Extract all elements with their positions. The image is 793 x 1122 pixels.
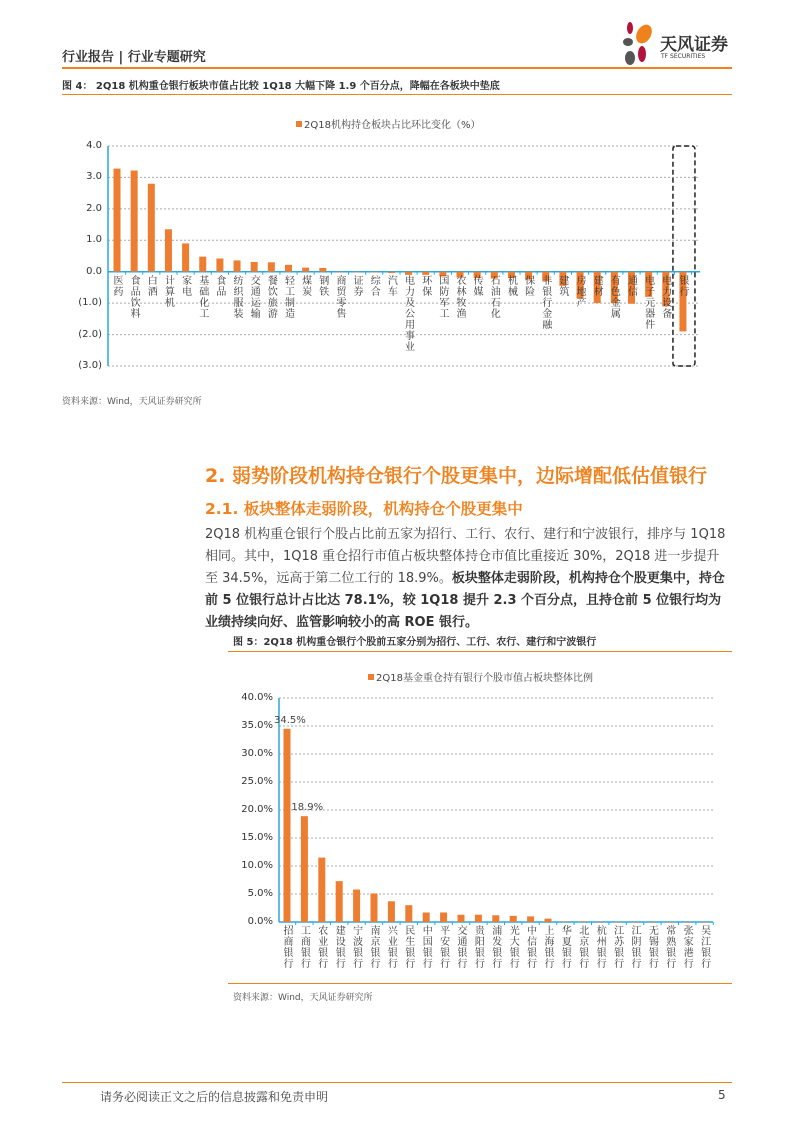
x-tick-label: 宁波银行	[350, 925, 362, 969]
x-tick-label: 杭州银行	[594, 925, 606, 969]
subsection-heading: 2.1. 板块整体走弱阶段，机构持仓个股更集中	[205, 500, 523, 518]
x-tick-label: 兴业银行	[385, 925, 397, 969]
bar	[423, 912, 430, 922]
x-tick-label: 农林牧渔	[454, 274, 465, 319]
x-tick-label: 餐饮旅游	[265, 274, 277, 319]
x-tick-label: 食品饮料	[128, 274, 140, 319]
bar	[701, 922, 708, 923]
x-tick-label: 医药	[111, 274, 122, 297]
x-tick-label: 常熟银行	[663, 925, 675, 969]
y-tick-label: 20.0%	[241, 804, 273, 815]
y-tick-label: 25.0%	[241, 776, 273, 787]
x-tick-label: 农业银行	[315, 925, 327, 969]
figure4-source: 资料来源：Wind，天风证券研究所	[62, 397, 202, 407]
x-tick-label: 光大银行	[507, 925, 519, 969]
bar	[458, 915, 465, 922]
bar	[666, 922, 673, 923]
x-tick-label: 石油石化	[488, 274, 500, 319]
y-tick-label: (3.0)	[78, 360, 102, 371]
x-tick-label: 商贸零售	[333, 274, 345, 319]
bar	[632, 922, 639, 923]
bar	[684, 922, 691, 923]
x-tick-label: 建设银行	[333, 925, 345, 969]
x-tick-label: 房地产	[574, 274, 586, 308]
page-number: 5	[718, 1088, 726, 1102]
x-tick-label: 综合	[368, 274, 380, 297]
data-label: 34.5%	[274, 714, 306, 726]
y-tick-label: 5.0%	[247, 888, 273, 899]
x-tick-label: 煤炭	[299, 274, 311, 297]
x-tick-label: 华夏银行	[559, 925, 571, 969]
y-tick-label: 0.0%	[247, 916, 273, 927]
y-tick-label: 30.0%	[241, 748, 273, 759]
x-tick-label: 无锡银行	[646, 925, 658, 969]
y-tick-label: 0.0	[86, 265, 102, 277]
x-tick-label: 基础化工	[196, 274, 208, 319]
figure5-source: 资料来源：Wind，天风证券研究所	[233, 993, 373, 1003]
x-tick-label: 纺织服装	[231, 274, 243, 319]
x-tick-label: 招商银行	[281, 925, 292, 969]
x-tick-label: 民生银行	[402, 925, 414, 969]
x-tick-label: 非银行金融	[539, 274, 551, 330]
x-tick-label: 建筑	[556, 274, 568, 297]
x-tick-label: 交通运输	[248, 274, 260, 319]
x-tick-label: 证券	[351, 274, 363, 297]
bar	[545, 919, 552, 922]
chart1-legend-label: 2Q18机构持仓板块占比环比变化（%）	[304, 120, 481, 131]
bar	[475, 915, 482, 922]
x-tick-label: 张家港行	[681, 925, 693, 969]
data-label: 18.9%	[291, 802, 324, 814]
bar	[388, 901, 395, 922]
x-tick-label: 电力及公用事业	[402, 274, 414, 352]
chart2-legend-label: 2Q18基金重仓持有银行个股市值占板块整体比例	[376, 673, 593, 684]
bar	[301, 816, 308, 922]
footer-disclaimer: 请务必阅读正文之后的信息披露和免责申明	[100, 1090, 329, 1104]
figure5-bottom-rule	[228, 983, 732, 984]
x-tick-label: 上海银行	[542, 925, 553, 969]
x-tick-label: 通信	[625, 274, 637, 297]
bar	[510, 916, 517, 922]
y-tick-label: 15.0%	[241, 832, 273, 843]
figure5-caption: 图 5：2Q18 机构重仓银行个股前五家分别为招行、工行、农行、建行和宁波银行	[233, 637, 597, 648]
x-tick-label: 机械	[505, 274, 517, 297]
y-tick-label: (2.0)	[78, 328, 102, 340]
y-tick-label: 40.0%	[241, 692, 273, 703]
x-tick-label: 保险	[522, 274, 534, 297]
y-tick-label: 4.0	[86, 140, 102, 151]
x-tick-label: 国防军工	[436, 274, 448, 319]
x-tick-label: 南京银行	[368, 925, 379, 969]
x-tick-label: 北京银行	[576, 925, 588, 969]
x-tick-label: 汽车	[385, 274, 397, 297]
x-tick-label: 中信银行	[524, 925, 536, 969]
footer-rule	[62, 1082, 732, 1083]
logo-text-cn: 天风证券	[660, 35, 728, 55]
bar	[597, 922, 604, 923]
x-tick-label: 贵阳银行	[472, 925, 484, 969]
x-tick-label: 钢铁	[316, 274, 328, 297]
bar	[562, 921, 569, 922]
x-tick-label: 白酒	[145, 274, 157, 297]
bar	[579, 921, 586, 922]
bar	[371, 893, 378, 922]
y-tick-label: 35.0%	[241, 720, 273, 731]
bar	[405, 905, 412, 922]
x-tick-label: 计算机	[162, 274, 174, 308]
x-tick-label: 吴江银行	[698, 925, 710, 969]
y-tick-label: 3.0	[86, 171, 102, 183]
bar	[353, 890, 360, 922]
x-tick-label: 环保	[419, 274, 431, 297]
y-tick-label: 2.0	[86, 202, 102, 214]
paragraph-bold: 板块整体走弱阶段，机构持仓个股更集中，持仓前 5 位银行总计占比达 78.1%，较 1Q18 提升 2.3 个百分点，且持仓前 5 位银行均为业绩持续向好、监管影响较小的高 ROE 银行。	[205, 571, 725, 630]
x-tick-label: 家电	[179, 274, 191, 297]
bar	[284, 729, 291, 922]
x-tick-label: 食品	[213, 274, 225, 297]
logo-text-en: TF SECURITIES	[661, 53, 706, 60]
x-tick-label: 有色金属	[608, 274, 620, 319]
y-tick-label: 1.0	[86, 234, 102, 246]
report-header-title: 行业报告 | 行业专题研究	[62, 50, 206, 65]
bar	[318, 858, 325, 922]
x-tick-label: 浦发银行	[489, 925, 501, 969]
x-tick-label: 工商银行	[298, 925, 310, 969]
x-tick-label: 中国银行	[420, 925, 432, 969]
x-tick-label: 江阴银行	[629, 925, 640, 969]
x-tick-label: 电力设备	[659, 274, 671, 319]
x-tick-label: 江苏银行	[611, 925, 623, 969]
x-tick-label: 轻工制造	[282, 274, 294, 319]
paragraph-plain: 2Q18 机构重仓银行个股占比前五家为招行、工行、农行、建行和宁波银行，排序与 1Q18 相同。其中，1Q18 重仓招行市值占板块整体持仓市值比重接近 30%，2Q18 进一步提升至 34.5%，远高于第二位工行的 18.9%。	[205, 527, 726, 586]
x-tick-label: 交通银行	[455, 925, 466, 969]
x-tick-label: 平安银行	[437, 925, 449, 969]
bar	[527, 916, 534, 922]
figure4-caption: 图 4： 2Q18 机构重仓银行板块市值占比较 1Q18 大幅下降 1.9 个百分点，降幅在各板块中垫底	[62, 81, 500, 92]
bar	[336, 881, 343, 922]
x-tick-label: 传媒	[471, 274, 483, 297]
x-tick-label: 建材	[591, 274, 603, 297]
bar	[440, 912, 447, 922]
y-tick-label: (1.0)	[78, 297, 102, 309]
bar	[649, 922, 656, 923]
bar	[614, 922, 621, 923]
bar	[492, 915, 499, 922]
section-heading: 2. 弱势阶段机构持仓银行个股更集中，边际增配低估值银行	[205, 465, 708, 487]
x-tick-label: 电子元器件	[642, 274, 654, 330]
x-tick-label: 银行	[676, 274, 688, 297]
y-tick-label: 10.0%	[241, 860, 273, 871]
